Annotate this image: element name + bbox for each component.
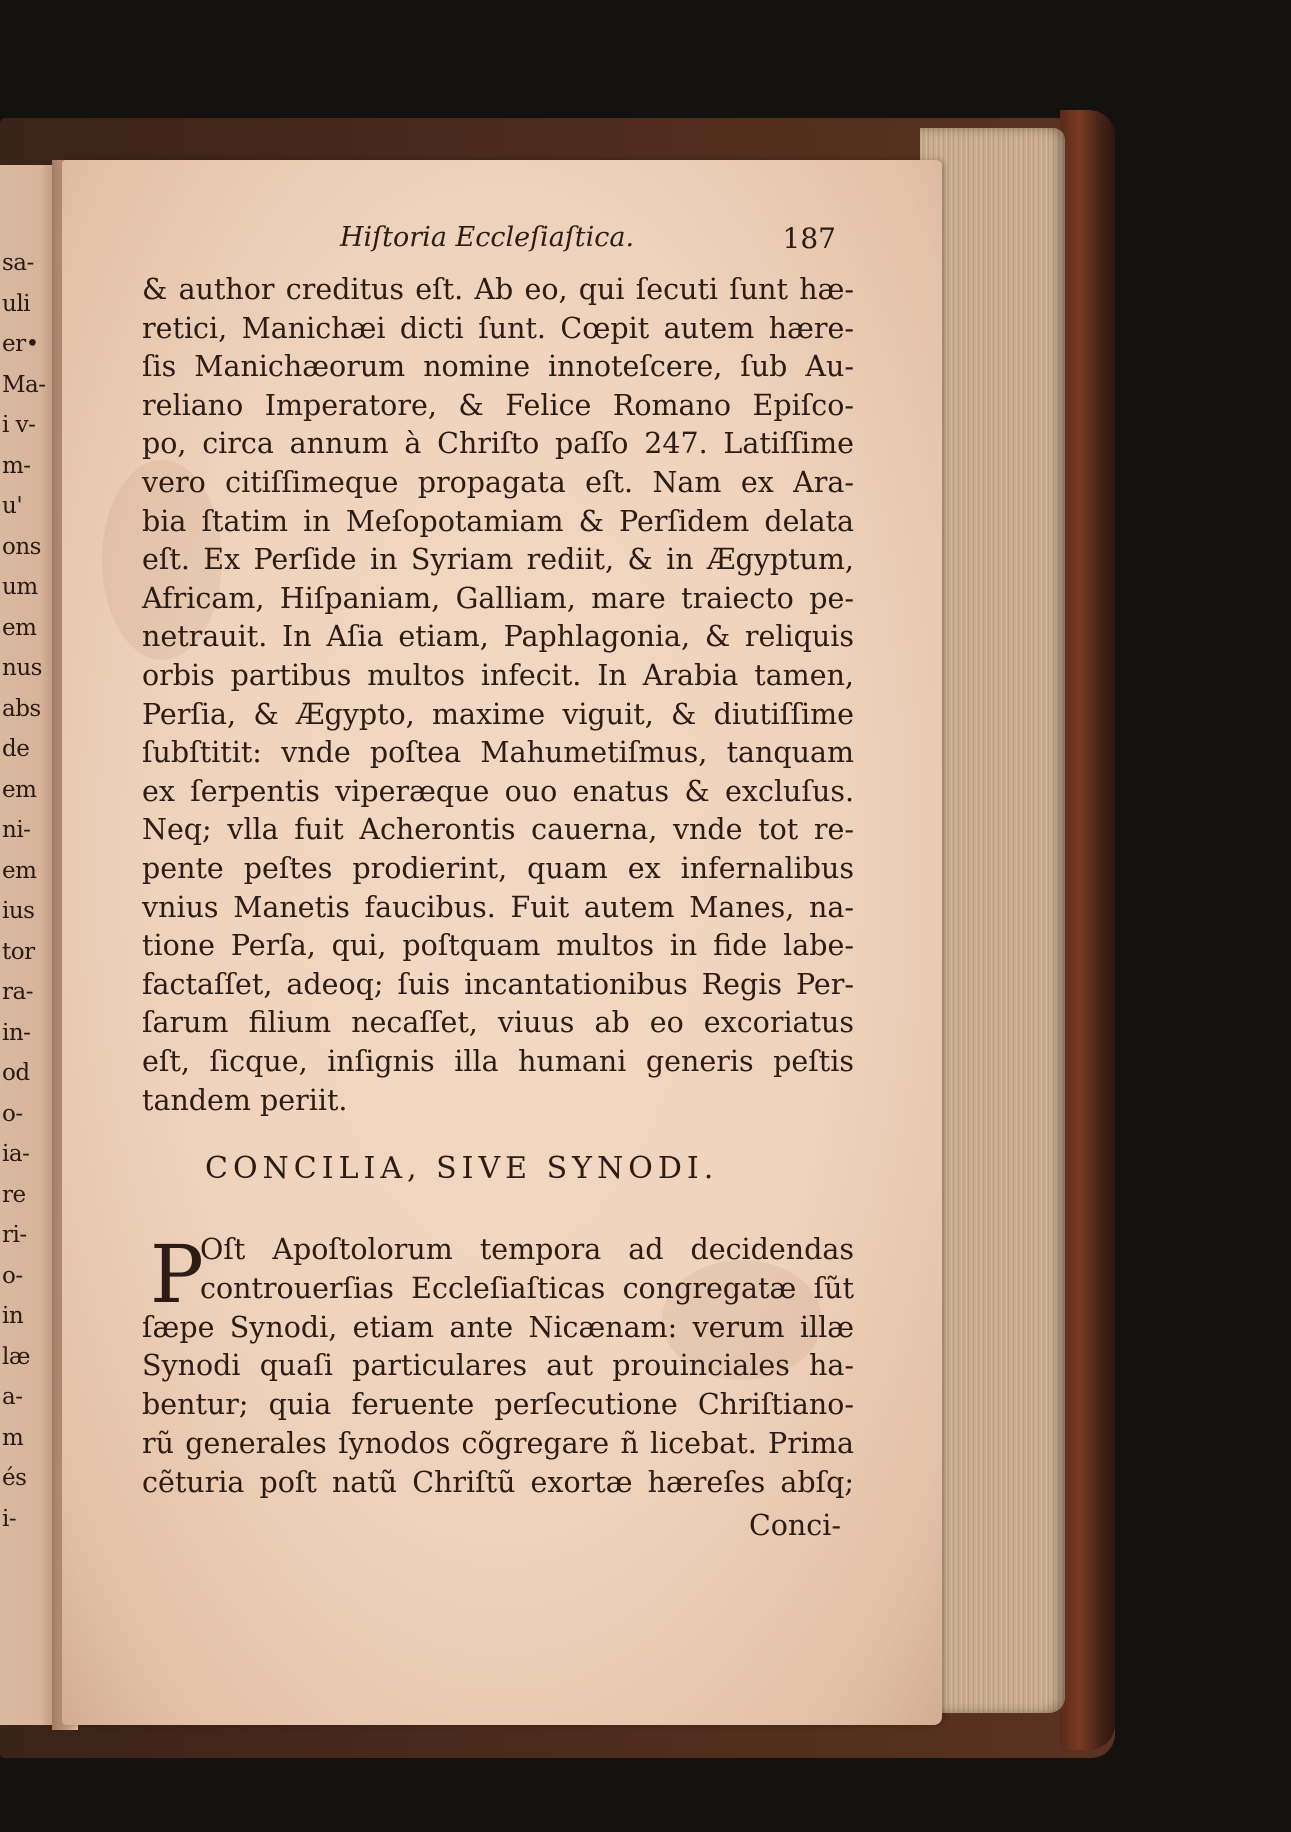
book-spine-edge [1060,110,1115,1750]
text-line: orbis partibus multos infecit. In Arabia tamen, [142,659,854,692]
text-line: vnius Manetis faucibus. Fuit autem Manes, na- [142,890,854,924]
left-page-line-fragment: u' [2,493,23,519]
left-page-line-fragment: ri- [2,1222,27,1248]
running-head [190,222,836,262]
text-line: netrauit. In Aſia etiam, Paphlagonia, & reliquis [142,620,854,654]
text-line: ex ſerpentis viperæque ouo enatus & excluſus. [142,774,854,808]
text-line: pente peſtes prodierint, quam ex infernalibus [142,852,854,885]
text-line: retici, Manichæi dicti ſunt. Cœpit autem hære- [142,311,854,345]
section-text-line: cẽturia poſt natũ Chriſtũ exortæ hæreſes abſq; [142,1465,854,1499]
left-page-line-fragment: læ [2,1343,30,1370]
section-heading: CONCILIA, SIVE SYNODI. [205,1151,719,1186]
left-page-line-fragment: i- [2,1505,17,1532]
text-line: Africam, Hiſpaniam, Galliam, mare traiecto pe- [142,581,854,615]
section-text-line: controuerſias Eccleſiaſticas congregatæ ſũt [200,1271,854,1305]
left-page-line-fragment: abs [2,695,41,722]
left-page-line-fragment: Ma- [2,371,46,398]
left-page-line-fragment: i v- [2,412,36,438]
left-page-line-fragment: uli [2,290,31,317]
text-line: ſis Manichæorum nomine innoteſcere, ſub Au- [142,350,854,384]
left-page-line-fragment: de [2,736,30,762]
left-page-line-fragment: er• [2,331,39,357]
text-line: factaſſet, adeoq; ſuis incantationibus Regis Per- [142,967,854,1001]
text-line: eſt, ſicque, inſignis illa humani generis peſtis [142,1045,854,1078]
left-page-line-fragment: re [2,1181,26,1208]
text-line: tione Perſa, qui, poſtquam multos in fide labe- [142,929,854,963]
text-line: ſarum filium necaſſet, viuus ab eo excoriatus [142,1006,854,1040]
section-text-line: ſæpe Synodi, etiam ante Nicænam: verum illæ [142,1310,854,1344]
text-line: bia ſtatim in Meſopotamiam & Perſidem delata [142,504,854,538]
left-page-line-fragment: a- [2,1384,23,1410]
text-line: po, circa annum à Chriſto paſſo 247. Latiſſime [142,427,854,461]
left-page-line-fragment: in- [2,1019,31,1046]
drop-initial: P [150,1228,204,1321]
left-page-line-fragment: ons [2,533,41,560]
text-line: & author creditus eſt. Ab eo, qui ſecuti ſunt hæ- [142,273,854,306]
left-page-line-fragment: sa- [2,250,34,276]
text-line: vero citiſſimeque propagata eſt. Nam ex Ara- [142,466,854,499]
section-text-line: bentur; quia feruente perſecutione Chriſtiano- [142,1388,854,1422]
left-page-line-fragment: és [2,1465,27,1491]
catchword: Conci- [748,1509,841,1542]
left-page-line-fragment: ia- [2,1141,30,1167]
running-title: Hiſtoria Eccleſiaſtica. [340,222,635,253]
left-page-line-fragment: m [2,1424,24,1451]
left-page-line-fragment: ra- [2,979,33,1005]
left-page-line-fragment: em [2,614,37,641]
text-line: ſubſtitit: vnde poſtea Mahumetiſmus, tanquam [142,736,854,770]
text-line: Perſia, & Ægypto, maxime viguit, & diutiſſime [142,697,854,731]
left-page-fragment [0,165,58,1725]
left-page-line-fragment: em [2,857,37,884]
left-page-line-fragment: m- [2,452,31,479]
text-line: reliano Imperatore, & Felice Romano Epiſco- [142,388,854,422]
section-text-line: Synodi quaſi particulares aut prouinciales ha- [142,1349,854,1383]
page-number: 187 [782,222,836,255]
left-page-line-fragment: em [2,776,37,803]
left-page-line-fragment: od [2,1060,30,1086]
text-line: eſt. Ex Perſide in Syriam rediit, & in Ægyptum, [142,543,854,577]
left-page-line-fragment: ni- [2,817,31,843]
section-text-line: Oſt Apoſtolorum tempora ad decidendas [200,1233,854,1266]
left-page-line-fragment: in [2,1303,24,1329]
text-line: Neq; vlla fuit Acherontis cauerna, vnde tot re- [142,813,854,847]
left-page-line-fragment: o- [2,1262,23,1289]
left-page-line-fragment: tor [2,938,35,965]
left-page-line-fragment: o- [2,1100,23,1127]
left-page-line-fragment: ius [2,898,35,924]
text-line: tandem periit. [142,1083,348,1117]
left-page-line-fragment: nus [2,655,42,681]
section-text-line: rũ generales ſynodos cõgregare ñ licebat. Prima [142,1427,854,1460]
left-page-line-fragment: um [2,574,38,600]
